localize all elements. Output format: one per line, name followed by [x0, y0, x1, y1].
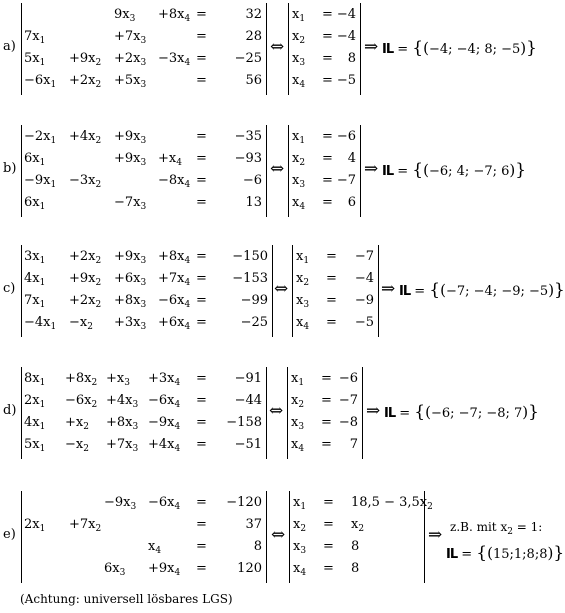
term: $6x_1$	[24, 195, 46, 212]
term: $+9x_2$	[69, 51, 102, 68]
implies-arrow: ⇒	[366, 401, 381, 421]
solved-variable: $x_1$	[292, 7, 306, 24]
solved-value: −6	[336, 129, 356, 144]
solved-variable: $x_4$	[292, 195, 306, 212]
solved-value: −4	[336, 7, 356, 22]
rhs-value: −25	[234, 51, 262, 66]
solved-variable: $x_3$	[292, 173, 306, 190]
term: $-3x_2$	[69, 173, 102, 190]
equals-sign: =	[322, 173, 333, 188]
equals-sign: =	[196, 415, 207, 430]
term: $2x_1$	[24, 517, 46, 534]
problem-label: a)	[3, 39, 16, 54]
implies-arrow: ⇒	[428, 525, 443, 545]
term: $-2x_1$	[24, 129, 57, 146]
equals-sign: =	[196, 195, 207, 210]
term: $+7x_4$	[158, 271, 191, 288]
equals-sign: =	[196, 271, 207, 286]
equals-sign: =	[322, 129, 333, 144]
term: $+9x_4$	[148, 561, 181, 578]
rhs-value: −93	[234, 151, 262, 166]
rhs-value: 13	[245, 195, 262, 210]
rhs-value: 56	[245, 73, 262, 88]
solution-set	[446, 543, 564, 565]
term: $+6x_4$	[158, 315, 191, 332]
system-left-bar	[21, 367, 22, 459]
solved-value: $x_2$	[351, 517, 365, 534]
term: $-6x_2$	[65, 393, 98, 410]
solution-set	[382, 160, 526, 182]
term: $-9x_4$	[148, 415, 181, 432]
equals-sign: =	[196, 561, 207, 576]
term: $+x_4$	[158, 151, 182, 168]
term: $+8x_3$	[106, 415, 139, 432]
system-right-bar	[266, 491, 267, 583]
solved-right-bar	[360, 3, 361, 95]
solved-variable: $x_4$	[292, 73, 306, 90]
term: $4x_1$	[24, 271, 46, 288]
term: $-6x_4$	[158, 293, 191, 310]
term: $+x_2$	[65, 415, 89, 432]
solved-value: 8	[351, 539, 360, 554]
solution-set-value: = {(−4; −4; 8; −5)}	[393, 38, 537, 58]
rhs-value: 8	[253, 539, 262, 554]
term: $-9x_3$	[104, 495, 137, 512]
term: $3x_1$	[24, 249, 46, 266]
equals-sign: =	[326, 293, 337, 308]
equals-sign: =	[326, 249, 337, 264]
term: $5x_1$	[24, 51, 46, 68]
equals-sign: =	[196, 129, 207, 144]
term: $+5x_3$	[114, 73, 147, 90]
equals-sign: =	[322, 7, 333, 22]
term: $+4x_3$	[106, 393, 139, 410]
problem-label: c)	[3, 281, 16, 296]
equals-sign: =	[323, 561, 334, 576]
term: $+2x_3$	[114, 51, 147, 68]
solution-set-symbol: IL	[382, 164, 394, 179]
equals-sign: =	[196, 293, 207, 308]
solved-left-bar	[289, 491, 290, 583]
solution-set-symbol: IL	[384, 406, 396, 421]
solved-right-bar	[378, 245, 379, 337]
equals-sign: =	[196, 249, 207, 264]
term: $+7x_3$	[114, 29, 147, 46]
term: $+x_3$	[106, 371, 130, 388]
term: $+8x_4$	[158, 7, 191, 24]
rhs-value: −44	[234, 393, 262, 408]
term: $+8x_3$	[114, 293, 147, 310]
rhs-value: −91	[234, 371, 262, 386]
equals-sign: =	[323, 495, 334, 510]
rhs-value: −99	[240, 293, 268, 308]
problem-label: d)	[3, 403, 17, 418]
solved-value: −5	[336, 73, 356, 88]
equals-sign: =	[196, 29, 207, 44]
term: $+4x_2$	[69, 129, 102, 146]
equals-sign: =	[196, 495, 207, 510]
solution-set-value: = {(−6; 4; −7; 6)}	[393, 160, 527, 180]
term: $+4x_4$	[148, 437, 181, 454]
solved-variable: $x_4$	[296, 315, 310, 332]
rhs-value: −51	[234, 437, 262, 452]
solution-set-symbol: IL	[399, 284, 411, 299]
solved-variable: $x_2$	[296, 271, 310, 288]
solved-right-bar	[360, 125, 361, 217]
equals-sign: =	[196, 315, 207, 330]
solution-set-symbol: IL	[382, 42, 394, 57]
solved-value: −7	[354, 249, 374, 264]
system-right-bar	[266, 125, 267, 217]
rhs-value: −158	[226, 415, 262, 430]
term: $+3x_4$	[148, 371, 181, 388]
equals-sign: =	[322, 73, 333, 88]
term: $-x_2$	[69, 315, 93, 332]
implies-arrow: ⇒	[364, 159, 379, 179]
term: $-6x_4$	[148, 495, 181, 512]
solved-value: 6	[347, 195, 356, 210]
solution-set-value: = {(15;1;8;8)}	[457, 542, 565, 563]
solution-set	[382, 38, 537, 60]
equals-sign: =	[321, 393, 332, 408]
term: $+6x_3$	[114, 271, 147, 288]
solved-variable: $x_2$	[291, 393, 305, 410]
solved-variable: $x_1$	[293, 495, 307, 512]
equals-sign: =	[196, 7, 207, 22]
term: $-6x_4$	[148, 393, 181, 410]
solved-variable: $x_3$	[296, 293, 310, 310]
term: $+9x_3$	[114, 129, 147, 146]
solved-variable: $x_2$	[293, 517, 307, 534]
equals-sign: =	[196, 151, 207, 166]
rhs-value: 120	[237, 561, 262, 576]
system-right-bar	[266, 3, 267, 95]
term: $x_4$	[148, 539, 162, 556]
problem-c	[0, 244, 565, 340]
equals-sign: =	[196, 393, 207, 408]
problem-d	[0, 366, 556, 462]
equals-sign: =	[196, 371, 207, 386]
solution-set	[384, 402, 539, 424]
equivalence-arrow: ⇔	[269, 401, 284, 421]
equals-sign: =	[323, 539, 334, 554]
problem-e	[0, 490, 565, 586]
term: $9x_3$	[114, 7, 136, 24]
equals-sign: =	[326, 315, 337, 330]
implies-arrow: ⇒	[364, 37, 379, 57]
solved-value: −4	[354, 271, 374, 286]
system-left-bar	[21, 245, 22, 337]
solved-value: $18,5 - 3,5x_2$	[351, 495, 433, 512]
system-left-bar	[21, 491, 22, 583]
term: $-7x_3$	[114, 195, 147, 212]
term: $+9x_3$	[114, 249, 147, 266]
term: $6x_3$	[104, 561, 126, 578]
term: $5x_1$	[24, 437, 46, 454]
equals-sign: =	[321, 371, 332, 386]
term: $6x_1$	[24, 151, 46, 168]
rhs-value: 37	[245, 517, 262, 532]
solved-variable: $x_2$	[292, 29, 306, 46]
solved-left-bar	[288, 125, 289, 217]
solved-variable: $x_1$	[291, 371, 305, 388]
implies-arrow: ⇒	[381, 279, 396, 299]
rhs-value: −153	[232, 271, 268, 286]
solved-value: 4	[347, 151, 356, 166]
equals-sign: =	[196, 539, 207, 554]
problem-a	[0, 2, 556, 98]
footnote: (Achtung: universell lösbares LGS)	[20, 592, 233, 606]
term: $7x_1$	[24, 293, 46, 310]
term: $+2x_2$	[69, 73, 102, 90]
term: $+9x_2$	[69, 271, 102, 288]
solved-value: 7	[349, 437, 358, 452]
solved-variable: $x_3$	[293, 539, 307, 556]
solution-set-value: = {(−7; −4; −9; −5)}	[410, 280, 565, 300]
equals-sign: =	[196, 51, 207, 66]
equals-sign: =	[322, 29, 333, 44]
term: $-8x_4$	[158, 173, 191, 190]
rhs-value: −120	[226, 495, 262, 510]
solved-variable: $x_4$	[291, 437, 305, 454]
term: $4x_1$	[24, 415, 46, 432]
system-left-bar	[21, 3, 22, 95]
solved-variable: $x_1$	[296, 249, 310, 266]
rhs-value: −35	[234, 129, 262, 144]
equals-sign: =	[196, 437, 207, 452]
equals-sign: =	[321, 437, 332, 452]
solution-set-value: = {(−6; −7; −8; 7)}	[395, 402, 539, 422]
example-note: z.B. mit $x_2 = 1$:	[450, 520, 543, 537]
solved-left-bar	[292, 245, 293, 337]
solved-value: −8	[338, 415, 358, 430]
solved-variable: $x_3$	[291, 415, 305, 432]
equivalence-arrow: ⇔	[270, 37, 285, 57]
solved-value: 8	[351, 561, 360, 576]
system-right-bar	[272, 245, 273, 337]
equals-sign: =	[196, 73, 207, 88]
solved-value: −6	[338, 371, 358, 386]
problem-b	[0, 124, 556, 220]
equals-sign: =	[326, 271, 337, 286]
solved-value: −7	[336, 173, 356, 188]
solved-value: 8	[347, 51, 356, 66]
solved-right-bar	[362, 367, 363, 459]
problem-label: e)	[3, 527, 16, 542]
rhs-value: 28	[245, 29, 262, 44]
equals-sign: =	[322, 195, 333, 210]
equals-sign: =	[196, 517, 207, 532]
solved-value: −9	[354, 293, 374, 308]
solved-variable: $x_1$	[292, 129, 306, 146]
solved-variable: $x_4$	[293, 561, 307, 578]
term: $+7x_2$	[69, 517, 102, 534]
term: $-3x_4$	[158, 51, 191, 68]
term: $-x_2$	[65, 437, 89, 454]
term: $-4x_1$	[24, 315, 57, 332]
solution-set-symbol: IL	[446, 546, 458, 562]
term: $+3x_3$	[114, 315, 147, 332]
solved-value: −5	[354, 315, 374, 330]
solution-set	[399, 280, 565, 302]
equals-sign: =	[196, 173, 207, 188]
term: $+9x_3$	[114, 151, 147, 168]
equivalence-arrow: ⇔	[270, 159, 285, 179]
rhs-value: −6	[242, 173, 262, 188]
problem-label: b)	[3, 161, 17, 176]
solved-value: −7	[338, 393, 358, 408]
term: $-6x_1$	[24, 73, 57, 90]
solved-variable: $x_2$	[292, 151, 306, 168]
term: $+8x_4$	[158, 249, 191, 266]
equals-sign: =	[323, 517, 334, 532]
equivalence-arrow: ⇔	[274, 279, 289, 299]
solved-left-bar	[287, 367, 288, 459]
rhs-value: −25	[240, 315, 268, 330]
solved-value: −4	[336, 29, 356, 44]
rhs-value: −150	[232, 249, 268, 264]
term: $2x_1$	[24, 393, 46, 410]
term: $8x_1$	[24, 371, 46, 388]
equals-sign: =	[322, 51, 333, 66]
term: $-9x_1$	[24, 173, 57, 190]
equals-sign: =	[322, 151, 333, 166]
equals-sign: =	[321, 415, 332, 430]
solved-left-bar	[288, 3, 289, 95]
rhs-value: 32	[245, 7, 262, 22]
term: $+8x_2$	[65, 371, 98, 388]
term: $+7x_3$	[106, 437, 139, 454]
system-right-bar	[266, 367, 267, 459]
term: $+2x_2$	[69, 293, 102, 310]
solved-variable: $x_3$	[292, 51, 306, 68]
equivalence-arrow: ⇔	[271, 525, 286, 545]
system-left-bar	[21, 125, 22, 217]
term: $7x_1$	[24, 29, 46, 46]
term: $+2x_2$	[69, 249, 102, 266]
